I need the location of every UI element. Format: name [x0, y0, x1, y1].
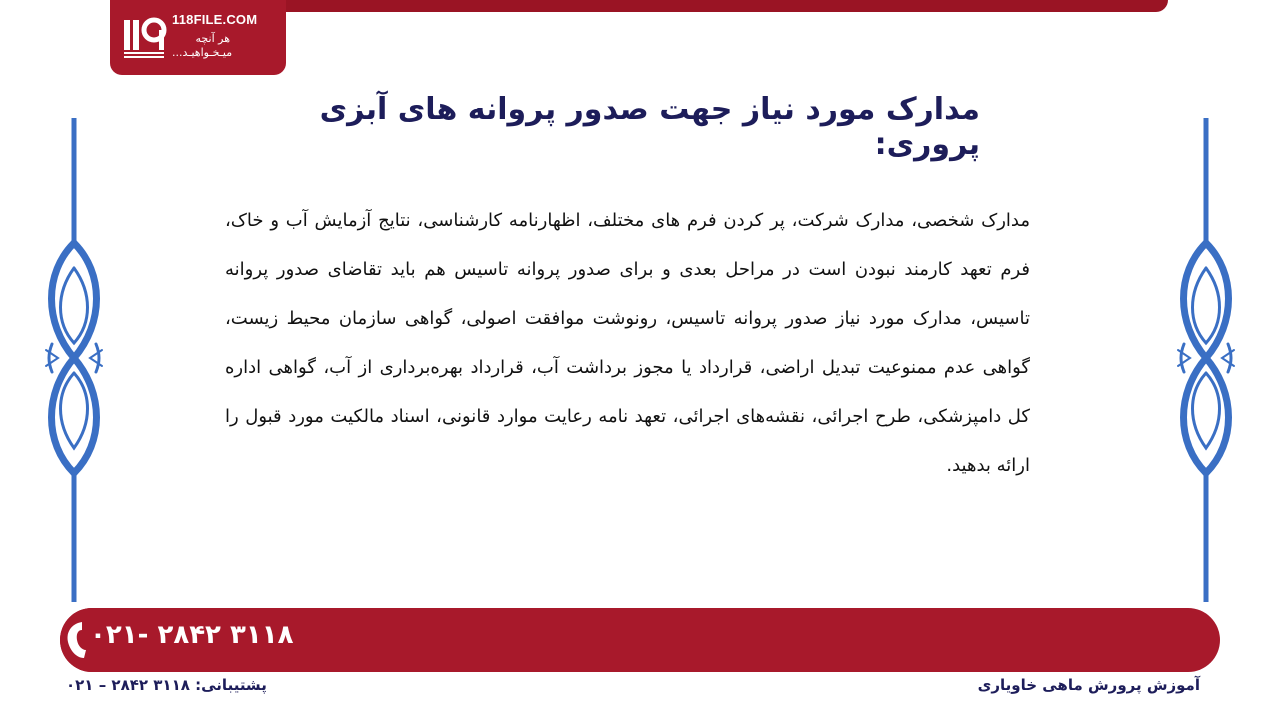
phone-icon — [62, 618, 92, 662]
logo-site-name: 118FILE.COM — [172, 12, 258, 27]
course-title: آموزش پرورش ماهی خاویاری — [977, 676, 1200, 694]
logo-tagline-top: هر آنچه — [195, 32, 230, 45]
phone-number[interactable]: ۰۲۱- ۲۸۴۲ ۳۱۱۸ — [90, 620, 294, 650]
support-phone: پشتیبانی: ۳۱۱۸ ۲۸۴۲ – ۰۲۱ — [66, 676, 267, 694]
slide-title: مدارک مورد نیاز جهت صدور پروانه های آبزی پروری: — [319, 92, 980, 162]
logo-tagline-bottom: میـخـواهیـد... — [172, 46, 233, 59]
slide-paragraph: مدارک شخصی، مدارک شرکت، پر کردن فرم های مختلف، اظهارنامه کارشناسی، نتایج آزمایش آب و خاک، فرم تعهد کارمند نبودن است در مراحل بعدی و برای صدور پروانه تاسیس هم باید تقاضای صدور پروانه تاسیس، مدارک مورد نیاز صدور پروانه تاسیس، رونوشت موافقت اصولی، گواهی سازمان محیط زیست، گواهی عدم ممنوعیت تبدیل اراضی، قرارداد یا مجوز برداشت آب، قرارداد بهره‌برداری از آب، گواهی اداره کل دامپزشکی، طرح اجرائی، نقشه‌های اجرائی، تعهد نامه رعایت موارد قانونی، اسناد مالکیت مورد قبول را ارائه بدهید. — [225, 210, 1030, 476]
decorative-ornament-right-icon — [1176, 118, 1236, 602]
decorative-ornament-left-icon — [44, 118, 104, 602]
site-logo[interactable] — [110, 0, 286, 75]
